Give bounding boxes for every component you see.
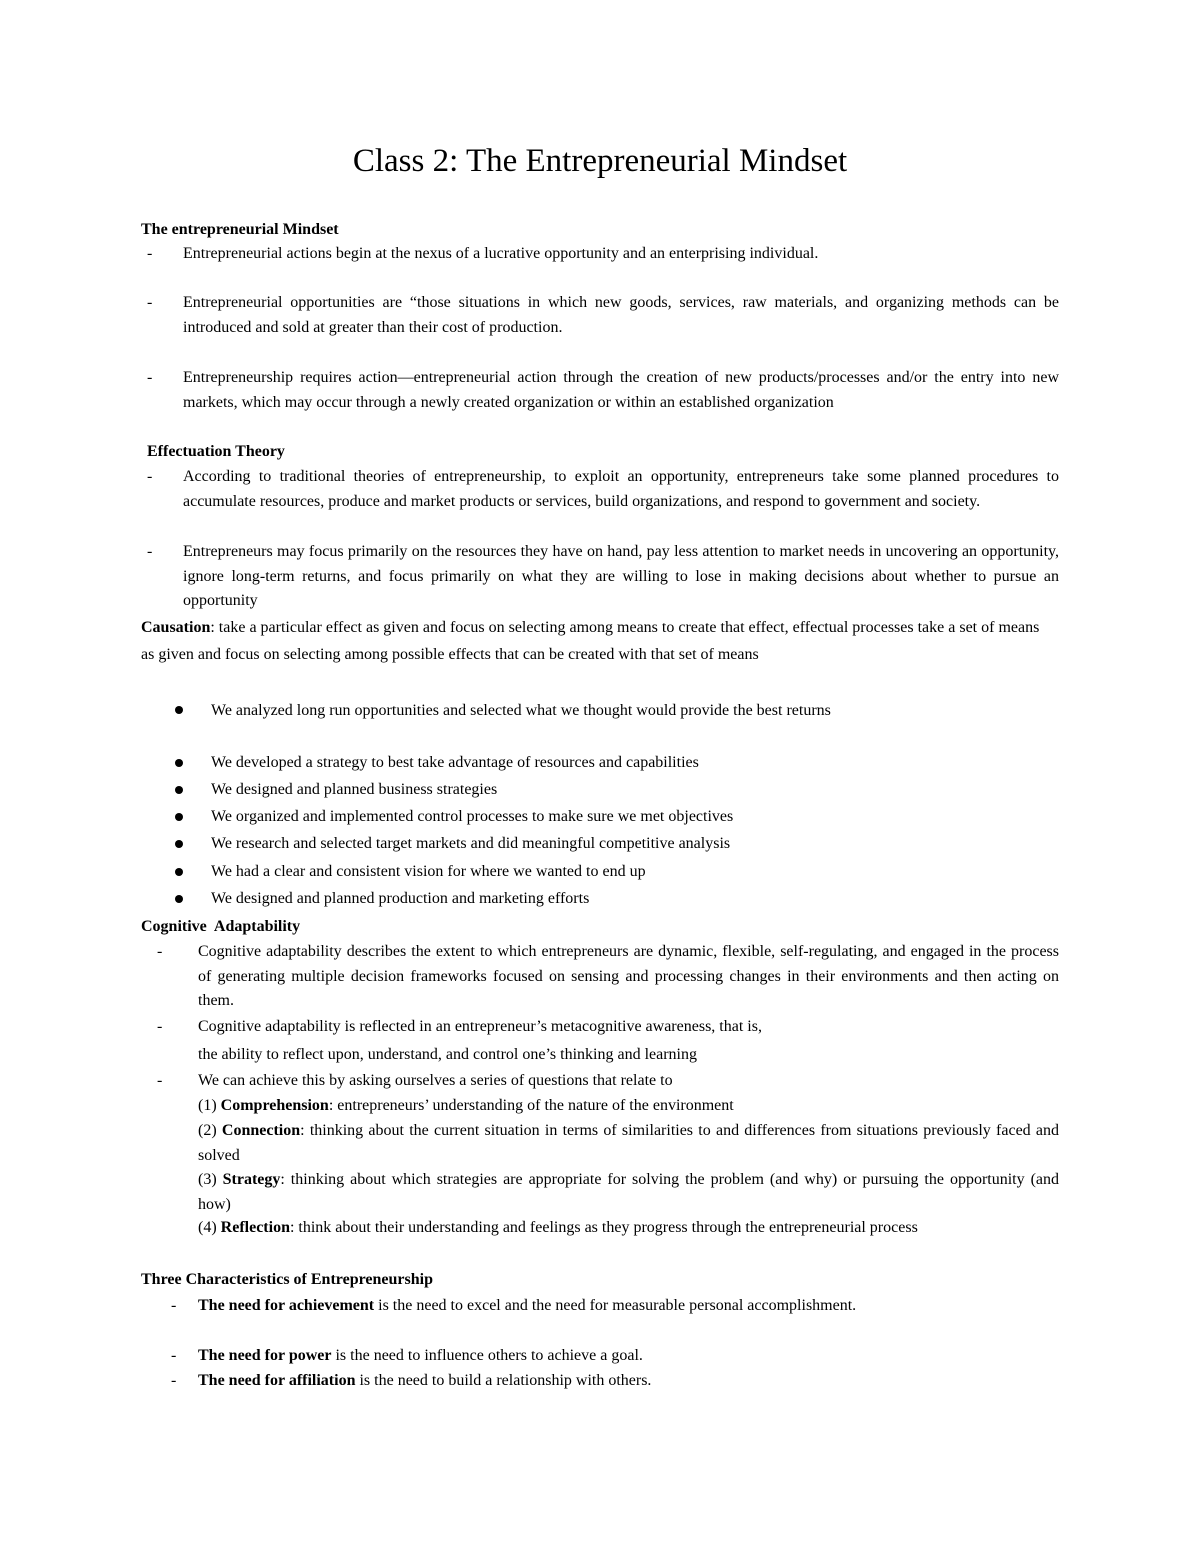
list-item	[141, 242, 1059, 267]
question-term: Comprehension	[220, 1097, 329, 1114]
characteristic-term: The need for affiliation	[198, 1372, 356, 1389]
list-item-continuation: the ability to reflect upon, understand, and control one’s thinking and learning	[198, 1046, 697, 1063]
list-item	[141, 1369, 1059, 1394]
list-item-text: Cognitive adaptability describes the extent to which entrepreneurs are dynamic, flexible, self-regulating, and engaged in the process of generating multiple decision frameworks focused on sensing and processing changes in their environments and then acting on them.	[198, 943, 1059, 1009]
list-item-text: Entrepreneurial actions begin at the nexus of a lucrative opportunity and an enterprising individual.	[183, 245, 819, 262]
bullet-dot	[175, 813, 183, 821]
section-heading-cognitive: Cognitive Adaptability	[141, 918, 301, 935]
list-item-text	[198, 1369, 1059, 1394]
causation-term: Causation	[141, 619, 211, 636]
question-number: (4)	[198, 1219, 221, 1236]
characteristic-text: is the need to influence others to achieve a goal.	[331, 1347, 643, 1364]
bullet-item	[141, 887, 1059, 912]
question-text: : thinking about which strategies are appropriate for solving the problem (and why) or pursuing the opportunity (and how)	[198, 1171, 1060, 1213]
dash-marker: -	[147, 245, 153, 262]
question-comprehension	[198, 1094, 1059, 1119]
list-item	[141, 1069, 1059, 1094]
question-number: (1)	[198, 1097, 221, 1114]
question-connection	[198, 1119, 1059, 1168]
bullet-text: We research and selected target markets and did meaningful competitive analysis	[211, 835, 731, 852]
list-item-text: We can achieve this by asking ourselves a series of questions that relate to	[198, 1072, 673, 1089]
question-term: Connection	[221, 1122, 301, 1139]
list-item-text: Entrepreneurial opportunities are “those situations in which new goods, services, raw materials, and organizing methods can be introduced and sold at greater than their cost of production.	[183, 294, 1059, 336]
question-strategy	[198, 1168, 1059, 1217]
bullet-dot	[175, 786, 183, 794]
dash-marker: -	[171, 1347, 177, 1364]
list-item	[141, 465, 1059, 514]
dash-marker: -	[157, 1072, 163, 1089]
dash-marker: -	[147, 543, 153, 560]
section-heading-characteristics: Three Characteristics of Entrepreneurship	[141, 1271, 433, 1288]
dash-marker: -	[147, 468, 153, 485]
bullet-text: We organized and implemented control processes to make sure we met objectives	[211, 808, 734, 825]
list-item	[141, 291, 1059, 340]
section-heading-mindset: The entrepreneurial Mindset	[141, 221, 339, 238]
section-heading-effectuation: Effectuation Theory	[147, 443, 285, 460]
question-term: Reflection	[220, 1219, 290, 1236]
page-title: Class 2: The Entrepreneurial Mindset	[352, 143, 848, 179]
list-item	[141, 1344, 1059, 1369]
list-item	[141, 540, 1059, 614]
bullet-item	[141, 751, 1059, 776]
bullet-item	[141, 860, 1059, 885]
list-item-text	[198, 1294, 1059, 1319]
bullet-dot	[175, 759, 183, 767]
bullet-text: We designed and planned production and marketing efforts	[211, 890, 590, 907]
list-item-text	[198, 1344, 1059, 1369]
question-text: : entrepreneurs’ understanding of the nature of the environment	[328, 1097, 734, 1114]
bullet-dot	[175, 868, 183, 876]
question-reflection	[198, 1216, 1059, 1241]
dash-marker: -	[171, 1297, 177, 1314]
dash-marker: -	[147, 369, 153, 386]
dash-marker: -	[171, 1372, 177, 1389]
question-number: (3)	[198, 1171, 223, 1188]
question-number: (2)	[198, 1122, 222, 1139]
bullet-text: We had a clear and consistent vision for where we wanted to end up	[211, 863, 646, 880]
bullet-text: We designed and planned business strategies	[211, 781, 498, 798]
question-text: : thinking about the current situation in terms of similarities to and differences from situations previously faced and solved	[198, 1122, 1060, 1164]
bullet-item	[141, 698, 1059, 725]
characteristic-term: The need for achievement	[198, 1297, 375, 1314]
dash-marker: -	[157, 943, 163, 960]
list-item-text: Cognitive adaptability is reflected in an entrepreneur’s metacognitive awareness, that is,	[198, 1018, 762, 1035]
bullet-dot	[175, 840, 183, 848]
bullet-dot	[175, 895, 183, 903]
dash-marker: -	[157, 1018, 163, 1035]
characteristic-term: The need for power	[198, 1347, 332, 1364]
list-item-text: Entrepreneurs may focus primarily on the resources they have on hand, pay less attention to market needs in uncovering an opportunity, ignore long-term returns, and focus primarily on what they are willing to lose in making decisions about whether to pursue an opportunity	[183, 543, 1059, 609]
characteristic-text: is the need to build a relationship with others.	[355, 1372, 652, 1389]
list-item	[141, 366, 1059, 415]
bullet-item	[141, 805, 1059, 830]
causation-paragraph	[141, 615, 1041, 668]
question-term: Strategy	[222, 1171, 281, 1188]
bullet-text: We developed a strategy to best take advantage of resources and capabilities	[211, 754, 699, 771]
list-item-text: According to traditional theories of entrepreneurship, to exploit an opportunity, entrepreneurs take some planned procedures to accumulate resources, produce and market products or services, build organizations, and respond to government and society.	[183, 468, 1059, 510]
dash-marker: -	[147, 294, 153, 311]
bullet-item	[141, 832, 1059, 857]
list-item	[141, 1015, 1059, 1040]
bullet-item	[141, 778, 1059, 803]
bullet-text: We analyzed long run opportunities and selected what we thought would provide the best returns	[211, 702, 831, 719]
causation-text: : take a particular effect as given and focus on selecting among means to create that effect, effectual processes take a set of means as given and focus on selecting among possible effects that can be created with that set of means	[141, 619, 1040, 663]
list-item	[141, 1294, 1059, 1319]
characteristic-text: is the need to excel and the need for measurable personal accomplishment.	[374, 1297, 857, 1314]
list-item	[141, 940, 1059, 1014]
bullet-dot	[175, 706, 183, 714]
list-item-text: Entrepreneurship requires action—entrepreneurial action through the creation of new products/processes and/or the entry into new markets, which may occur through a newly created organization or within an established organization	[183, 369, 1059, 411]
question-text: : think about their understanding and feelings as they progress through the entrepreneurial process	[289, 1219, 918, 1236]
